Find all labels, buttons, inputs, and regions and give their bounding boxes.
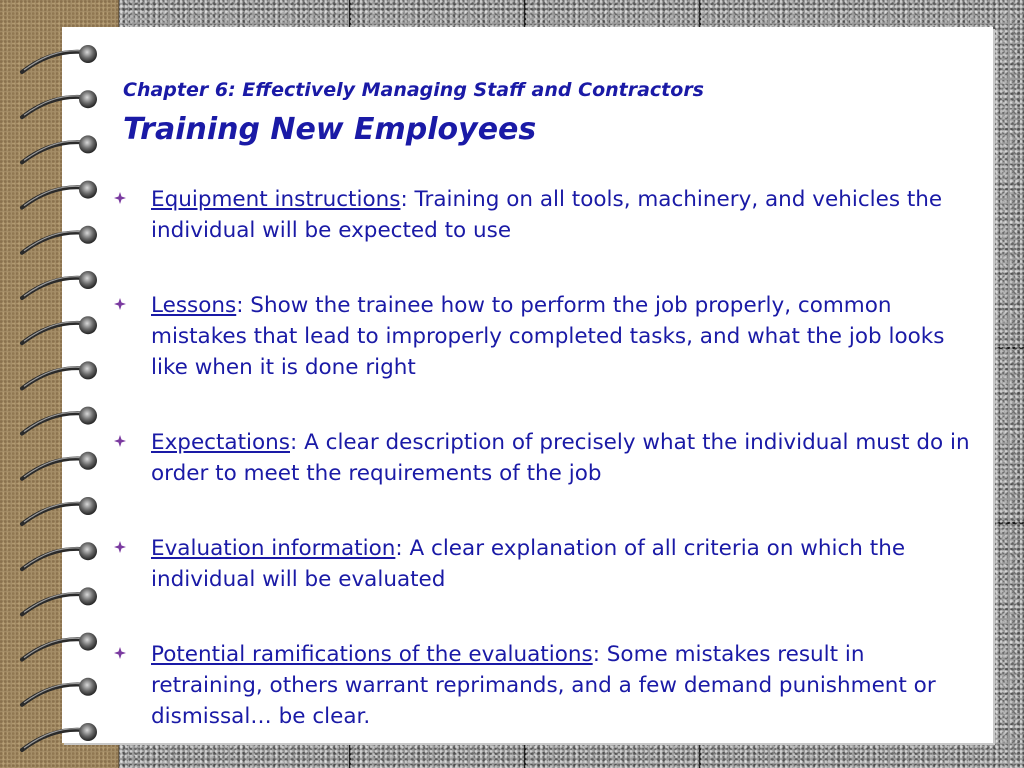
bullet-list bbox=[114, 184, 974, 732]
bullet-separator: : bbox=[400, 187, 408, 212]
bullet-term: Expectations bbox=[151, 430, 290, 455]
spiral-ring-icon bbox=[22, 497, 97, 524]
slide-title: Training New Employees bbox=[123, 112, 537, 147]
bullet-term: Potential ramifications of the evaluations bbox=[151, 642, 593, 667]
bullet-item-ramifications bbox=[114, 639, 974, 732]
four-petal-diamond-bullet-icon bbox=[114, 647, 126, 659]
bullet-separator: : bbox=[236, 293, 244, 318]
spiral-ring-icon bbox=[22, 723, 97, 750]
four-petal-diamond-bullet-icon bbox=[114, 435, 126, 447]
bullet-separator: : bbox=[290, 430, 298, 455]
spiral-ring-icon bbox=[22, 271, 97, 298]
four-petal-diamond-bullet-icon bbox=[114, 192, 126, 204]
bullet-item-evaluation bbox=[114, 533, 974, 595]
bullet-text: Training on all tools, machinery, and vehicles the individual will be expected to use bbox=[151, 187, 943, 243]
bullet-text: A clear explanation of all criteria on which the individual will be evaluated bbox=[151, 536, 906, 592]
bullet-term: Evaluation information bbox=[151, 536, 396, 561]
bullet-item-lessons bbox=[114, 290, 974, 383]
bullet-item-expectations bbox=[114, 427, 974, 489]
spiral-ring-icon bbox=[22, 45, 97, 72]
spiral-ring-icon bbox=[22, 90, 97, 117]
bullet-text: Show the trainee how to perform the job properly, common mistakes that lead to improperly completed tasks, and what the job looks like when it is done right bbox=[151, 293, 945, 380]
spiral-binding bbox=[0, 0, 120, 768]
spiral-ring-icon bbox=[22, 678, 97, 705]
spiral-ring-icon bbox=[22, 452, 97, 479]
bullet-text: Some mistakes result in retraining, others warrant reprimands, and a few demand punishment or dismissal… be clear. bbox=[151, 642, 936, 729]
spiral-ring-icon bbox=[22, 587, 97, 614]
spiral-ring-icon bbox=[22, 316, 97, 343]
bullet-text: A clear description of precisely what the individual must do in order to meet the requirements of the job bbox=[151, 430, 970, 486]
spiral-ring-icon bbox=[22, 633, 97, 660]
four-petal-diamond-bullet-icon bbox=[114, 298, 126, 310]
bullet-separator: : bbox=[395, 536, 403, 561]
spiral-ring-icon bbox=[22, 226, 97, 253]
spiral-ring-icon bbox=[22, 407, 97, 434]
bullet-item-equipment bbox=[114, 184, 974, 246]
bullet-term: Equipment instructions bbox=[151, 187, 401, 212]
spiral-ring-icon bbox=[22, 542, 97, 569]
spiral-ring-icon bbox=[22, 135, 97, 162]
bullet-term: Lessons bbox=[151, 293, 237, 318]
four-petal-diamond-bullet-icon bbox=[114, 541, 126, 553]
chapter-heading: Chapter 6: Effectively Managing Staff and Contractors bbox=[123, 79, 704, 101]
bullet-separator: : bbox=[592, 642, 600, 667]
spiral-ring-icon bbox=[22, 181, 97, 208]
spiral-ring-icon bbox=[22, 361, 97, 388]
